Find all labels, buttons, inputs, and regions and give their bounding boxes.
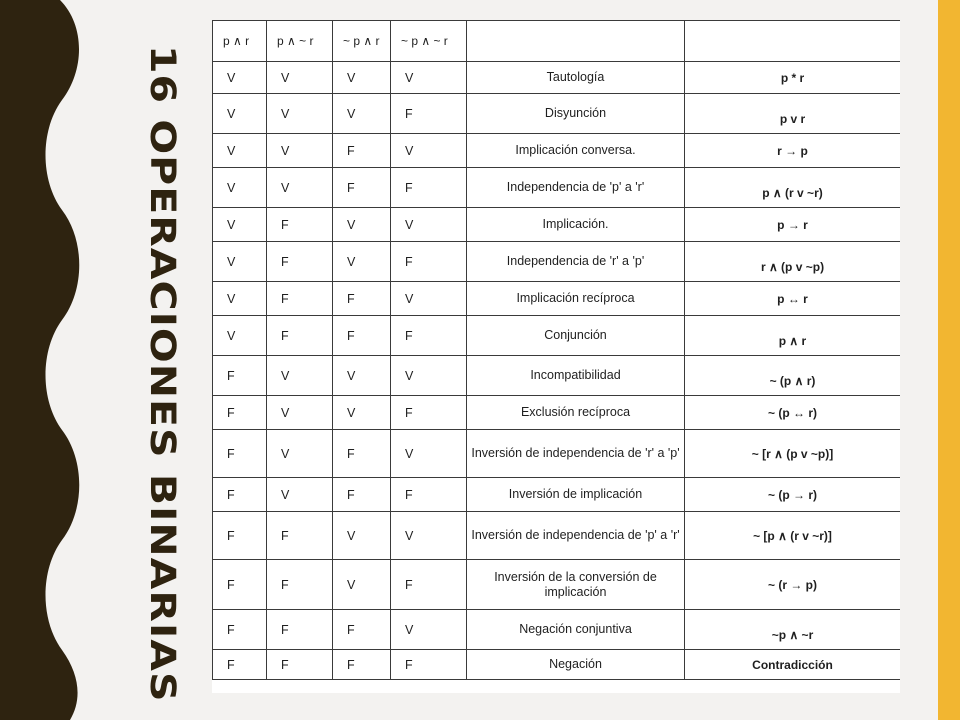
truth-value-cell: V [267, 62, 333, 94]
header-cell [467, 21, 685, 62]
operation-name-cell: Exclusión recíproca [467, 396, 685, 430]
operation-name-cell: Inversión de independencia de 'p' a 'r' [467, 512, 685, 560]
formula-cell: p ∧ r [685, 316, 901, 356]
truth-value-cell: F [267, 610, 333, 650]
formula-cell: p ↔ r [685, 282, 901, 316]
truth-value-cell: V [391, 282, 467, 316]
truth-value-cell: V [333, 94, 391, 134]
operation-name-cell: Disyunción [467, 94, 685, 134]
table-row [213, 94, 901, 134]
truth-value-cell: V [267, 396, 333, 430]
formula-cell: p ∧ (r v ~r) [685, 168, 901, 208]
truth-value-cell: F [213, 396, 267, 430]
truth-value-cell: F [267, 242, 333, 282]
accent-band [938, 0, 960, 720]
operation-name-cell: Implicación recíproca [467, 282, 685, 316]
operation-name-cell: Conjunción [467, 316, 685, 356]
formula-cell: ~ (p ↔ r) [685, 396, 901, 430]
header-cell [685, 21, 901, 62]
truth-value-cell: F [267, 282, 333, 316]
truth-value-cell: V [391, 208, 467, 242]
operation-name-cell: Inversión de la conversión de implicación [467, 560, 685, 610]
operation-name-cell: Inversión de independencia de 'r' a 'p' [467, 430, 685, 478]
table-row [213, 134, 901, 168]
table-row [213, 62, 901, 94]
truth-value-cell: F [267, 650, 333, 680]
operation-name-cell: Negación conjuntiva [467, 610, 685, 650]
truth-value-cell: F [333, 478, 391, 512]
truth-value-cell: V [267, 134, 333, 168]
table-row [213, 560, 901, 610]
truth-value-cell: F [213, 478, 267, 512]
truth-value-cell: V [391, 610, 467, 650]
truth-value-cell: V [333, 356, 391, 396]
truth-value-cell: V [333, 208, 391, 242]
header-row [213, 21, 901, 62]
table-row [213, 610, 901, 650]
truth-value-cell: V [267, 478, 333, 512]
table-row [213, 512, 901, 560]
operation-name-cell: Implicación conversa. [467, 134, 685, 168]
table-row [213, 316, 901, 356]
truth-value-cell: V [333, 512, 391, 560]
truth-value-cell: F [267, 560, 333, 610]
truth-value-cell: F [213, 610, 267, 650]
formula-cell: p v r [685, 94, 901, 134]
truth-value-cell: F [391, 94, 467, 134]
formula-cell: r → p [685, 134, 901, 168]
header-cell: p ∧ r [213, 21, 267, 62]
truth-value-cell: V [391, 62, 467, 94]
truth-value-cell: F [391, 396, 467, 430]
operation-name-cell: Independencia de 'r' a 'p' [467, 242, 685, 282]
formula-cell: p → r [685, 208, 901, 242]
operation-name-cell: Inversión de implicación [467, 478, 685, 512]
formula-cell: r ∧ (p v ~p) [685, 242, 901, 282]
truth-value-cell: F [267, 208, 333, 242]
truth-value-cell: F [333, 316, 391, 356]
truth-value-cell: V [391, 356, 467, 396]
slide-title: 16 OPERACIONES BINARIAS [142, 45, 184, 703]
table-row [213, 478, 901, 512]
truth-value-cell: V [267, 94, 333, 134]
truth-value-cell: V [267, 168, 333, 208]
truth-value-cell: F [333, 430, 391, 478]
truth-value-cell: V [213, 62, 267, 94]
operation-name-cell: Negación [467, 650, 685, 680]
truth-value-cell: F [391, 650, 467, 680]
table-body [213, 62, 901, 680]
formula-cell: ~ (p → r) [685, 478, 901, 512]
truth-value-cell: V [213, 134, 267, 168]
table-row [213, 396, 901, 430]
table-row [213, 650, 901, 680]
truth-value-cell: F [391, 560, 467, 610]
truth-value-cell: F [213, 430, 267, 478]
header-cell: ~ p ∧ ~ r [391, 21, 467, 62]
operation-name-cell: Implicación. [467, 208, 685, 242]
truth-value-cell: F [391, 242, 467, 282]
truth-value-cell: F [213, 560, 267, 610]
formula-cell: Contradicción [685, 650, 901, 680]
decorative-wavy-band [0, 0, 90, 720]
truth-value-cell: F [333, 610, 391, 650]
wavy-band-shape [0, 0, 90, 720]
formula-cell: ~ (p ∧ r) [685, 356, 901, 396]
truth-value-cell: F [213, 650, 267, 680]
table-row [213, 208, 901, 242]
truth-value-cell: V [391, 430, 467, 478]
truth-value-cell: F [391, 478, 467, 512]
truth-value-cell: V [213, 282, 267, 316]
truth-value-cell: F [267, 512, 333, 560]
truth-value-cell: V [213, 242, 267, 282]
table-row [213, 430, 901, 478]
truth-value-cell: V [213, 168, 267, 208]
truth-value-cell: V [391, 512, 467, 560]
truth-value-cell: F [333, 134, 391, 168]
truth-value-cell: V [213, 208, 267, 242]
truth-value-cell: F [213, 356, 267, 396]
operations-table-container [212, 20, 900, 693]
operation-name-cell: Independencia de 'p' a 'r' [467, 168, 685, 208]
table-row [213, 282, 901, 316]
formula-cell: ~p ∧ ~r [685, 610, 901, 650]
truth-value-cell: F [333, 168, 391, 208]
operation-name-cell: Tautología [467, 62, 685, 94]
truth-value-cell: F [213, 512, 267, 560]
truth-value-cell: F [333, 650, 391, 680]
header-cell: ~ p ∧ r [333, 21, 391, 62]
truth-value-cell: V [267, 430, 333, 478]
formula-cell: ~ [p ∧ (r v ~r)] [685, 512, 901, 560]
truth-value-cell: F [391, 168, 467, 208]
truth-value-cell: F [391, 316, 467, 356]
truth-value-cell: V [333, 560, 391, 610]
truth-value-cell: V [213, 94, 267, 134]
truth-value-cell: V [267, 356, 333, 396]
truth-value-cell: V [391, 134, 467, 168]
operation-name-cell: Incompatibilidad [467, 356, 685, 396]
truth-value-cell: F [333, 282, 391, 316]
truth-value-cell: V [213, 316, 267, 356]
binary-operations-table [212, 20, 900, 680]
formula-cell: ~ (r → p) [685, 560, 901, 610]
truth-value-cell: V [333, 242, 391, 282]
formula-cell: p * r [685, 62, 901, 94]
formula-cell: ~ [r ∧ (p v ~p)] [685, 430, 901, 478]
table-row [213, 356, 901, 396]
table-row [213, 242, 901, 282]
table-row [213, 168, 901, 208]
truth-value-cell: V [333, 62, 391, 94]
truth-value-cell: V [333, 396, 391, 430]
truth-value-cell: F [267, 316, 333, 356]
header-cell: p ∧ ~ r [267, 21, 333, 62]
